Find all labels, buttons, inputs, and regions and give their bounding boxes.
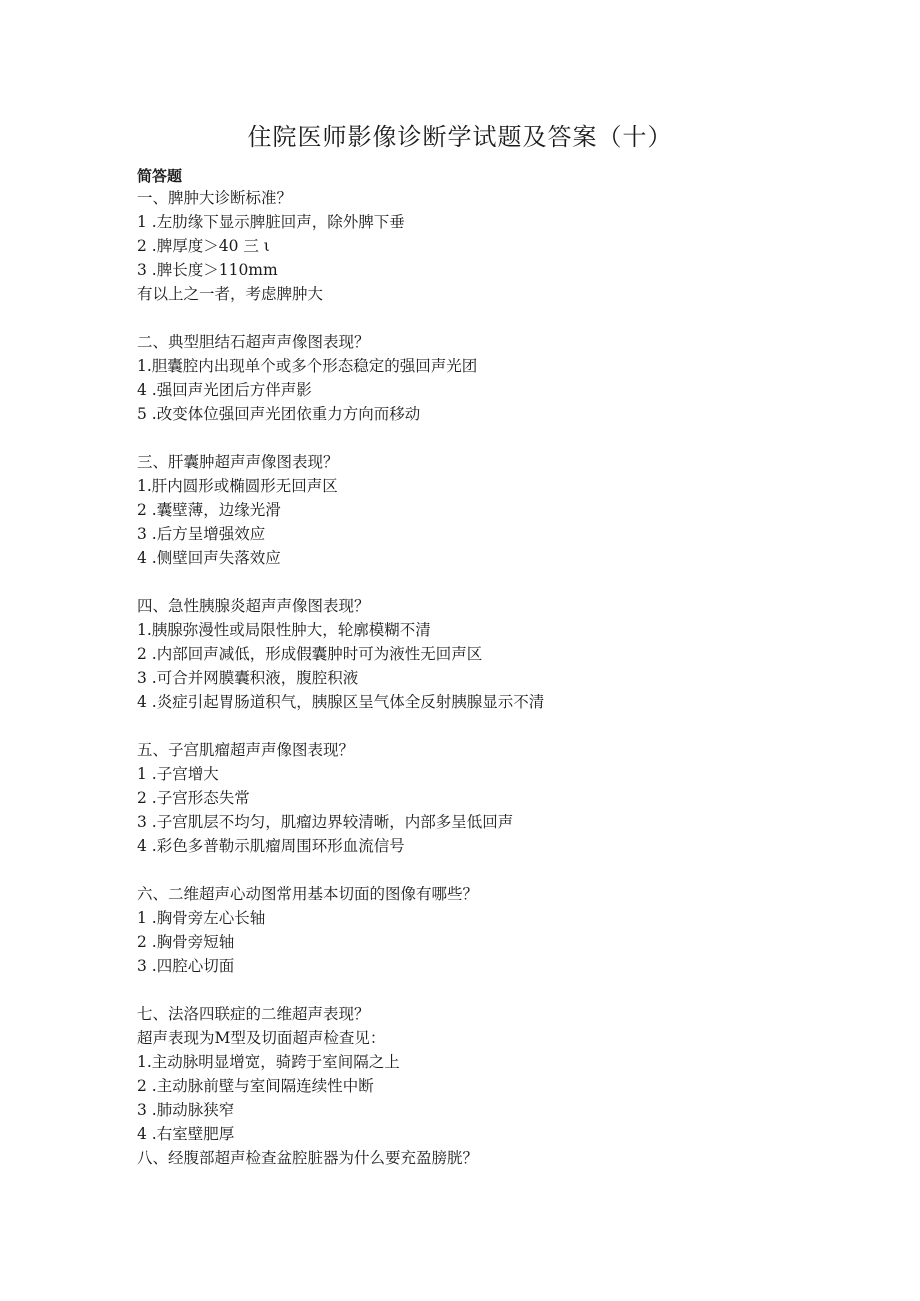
answer-line: 1.胆囊腔内出现单个或多个形态稳定的强回声光团 [137,357,478,375]
blank-line [137,858,837,882]
answer-line: 1.胰腺弥漫性或局限性肿大，轮廓模糊不清 [137,621,431,639]
question-line: 六、二维超声心动图常用基本切面的图像有哪些？ [137,885,479,903]
answer-line: 1 .胸骨旁左心长轴 [137,909,266,927]
answer-line: 5 .改变体位强回声光团依重力方向而移动 [137,405,421,423]
answer-line: 4 .强回声光团后方伴声影 [137,381,312,399]
question-line: 八、经腹部超声检查盆腔脏器为什么要充盈膀胱？ [137,1149,479,1167]
blank-line [137,714,837,738]
answer-line: 超声表现为M型及切面超声检查见： [137,1029,386,1047]
answer-line: 4 .右室壁肥厚 [137,1125,235,1143]
answer-line: 2 .脾厚度＞40 三 ι [137,237,270,255]
question-line: 五、子宫肌瘤超声声像图表现？ [137,741,355,759]
answer-line: 4 .彩色多普勒示肌瘤周围环形血流信号 [137,837,405,855]
answer-line: 3 .脾长度＞110mm [137,261,278,279]
blank-line [137,426,837,450]
blank-line [137,978,837,1002]
answer-line: 2 .胸骨旁短轴 [137,933,235,951]
section-heading: 简答题 [137,167,183,185]
answer-line: 3 .四腔心切面 [137,957,235,975]
question-line: 四、急性胰腺炎超声声像图表现？ [137,597,370,615]
answer-line: 2 .主动脉前壁与室间隔连续性中断 [137,1077,374,1095]
answer-line: 2 .子宫形态失常 [137,789,250,807]
answer-line: 3 .可合并网膜囊积液，腹腔积液 [137,669,359,687]
answer-line: 2 .内部回声减低，形成假囊肿时可为液性无回声区 [137,645,483,663]
answer-line: 2 .囊壁薄，边缘光滑 [137,501,281,519]
answer-line: 1 .左肋缘下显示脾脏回声，除外脾下垂 [137,213,405,231]
blank-line [137,570,837,594]
question-line: 二、典型胆结石超声声像图表现？ [137,333,370,351]
answer-line: 1.肝内圆形或椭圆形无回声区 [137,477,338,495]
answer-line: 3 .子宫肌层不均匀，肌瘤边界较清晰，内部多呈低回声 [137,813,514,831]
answer-line: 3 .后方呈增强效应 [137,525,266,543]
answer-line: 4 .侧壁回声失落效应 [137,549,281,567]
document-title: 住院医师影像诊断学试题及答案（十） [247,123,673,151]
answer-line: 1 .子宫增大 [137,765,219,783]
question-line: 一、脾肿大诊断标准？ [137,189,293,207]
answer-line: 有以上之一者，考虑脾肿大 [137,285,324,303]
question-line: 三、肝囊肿超声声像图表现？ [137,453,339,471]
answer-line: 3 .肺动脉狭窄 [137,1101,235,1119]
answer-line: 4 .炎症引起胃肠道积气，胰腺区呈气体全反射胰腺显示不清 [137,693,545,711]
question-line: 七、法洛四联症的二维超声表现？ [137,1005,370,1023]
answer-line: 1.主动脉明显增宽，骑跨于室间隔之上 [137,1053,400,1071]
document-body [137,186,837,1170]
blank-line [137,306,837,330]
